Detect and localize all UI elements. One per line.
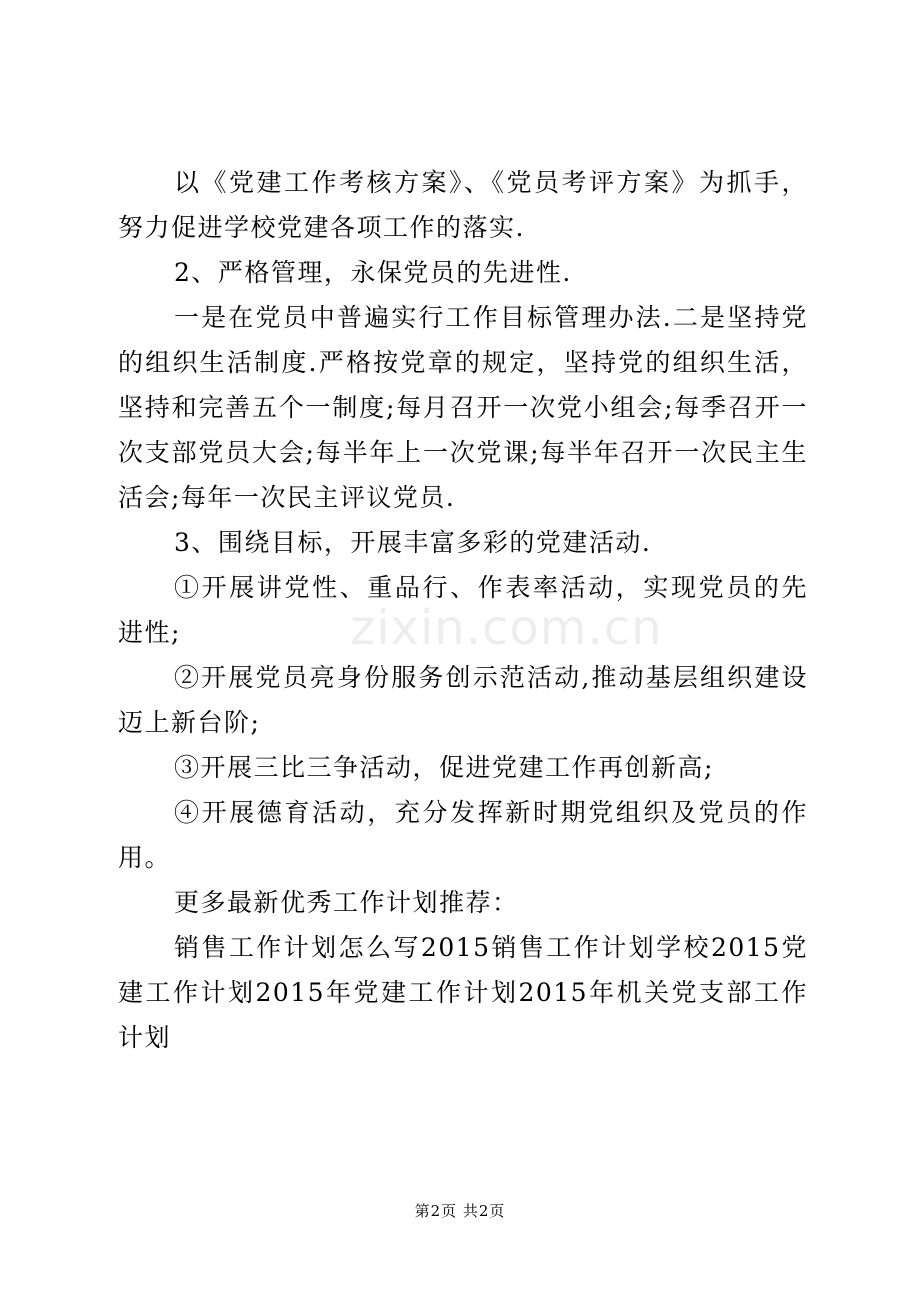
watermark: zixin.com.cn — [350, 600, 663, 656]
section-heading: 2、严格管理，永保党员的先进性. — [174, 258, 572, 287]
list-item: ③开展三比三争活动，促进党建工作再创新高; — [174, 753, 714, 782]
paragraph: 以《党建工作考核方案》、《党员考评方案》为抓手，努力促进学校党建各项工作的落实. — [118, 168, 808, 242]
document-body — [118, 160, 808, 1060]
list-item: ①开展讲党性、重品行、作表率活动，实现党员的先进性; — [118, 573, 808, 647]
list-item: ②开展党员亮身份服务创示范活动,推动基层组织建设迈上新台阶; — [118, 663, 808, 737]
list-item: ④开展德育活动，充分发挥新时期党组织及党员的作用。 — [118, 798, 808, 872]
recommendations-heading: 更多最新优秀工作计划推荐： — [174, 888, 519, 917]
section-heading: 3、围绕目标，开展丰富多彩的党建活动. — [174, 528, 652, 557]
page-footer: 第2页 共2页 — [414, 1202, 506, 1220]
paragraph: 一是在党员中普遍实行工作目标管理办法.二是坚持党的组织生活制度.严格按党章的规定，坚持党的组织生活，坚持和完善五个一制度;每月召开一次党小组会;每季召开一次支部党员大会;每半年上一次党课;每半年召开一次民主生活会;每年一次民主评议党员. — [118, 303, 808, 512]
recommendations-links: 销售工作计划怎么写2015销售工作计划学校2015党建工作计划2015年党建工作计划2015年机关党支部工作计划 — [118, 933, 808, 1052]
